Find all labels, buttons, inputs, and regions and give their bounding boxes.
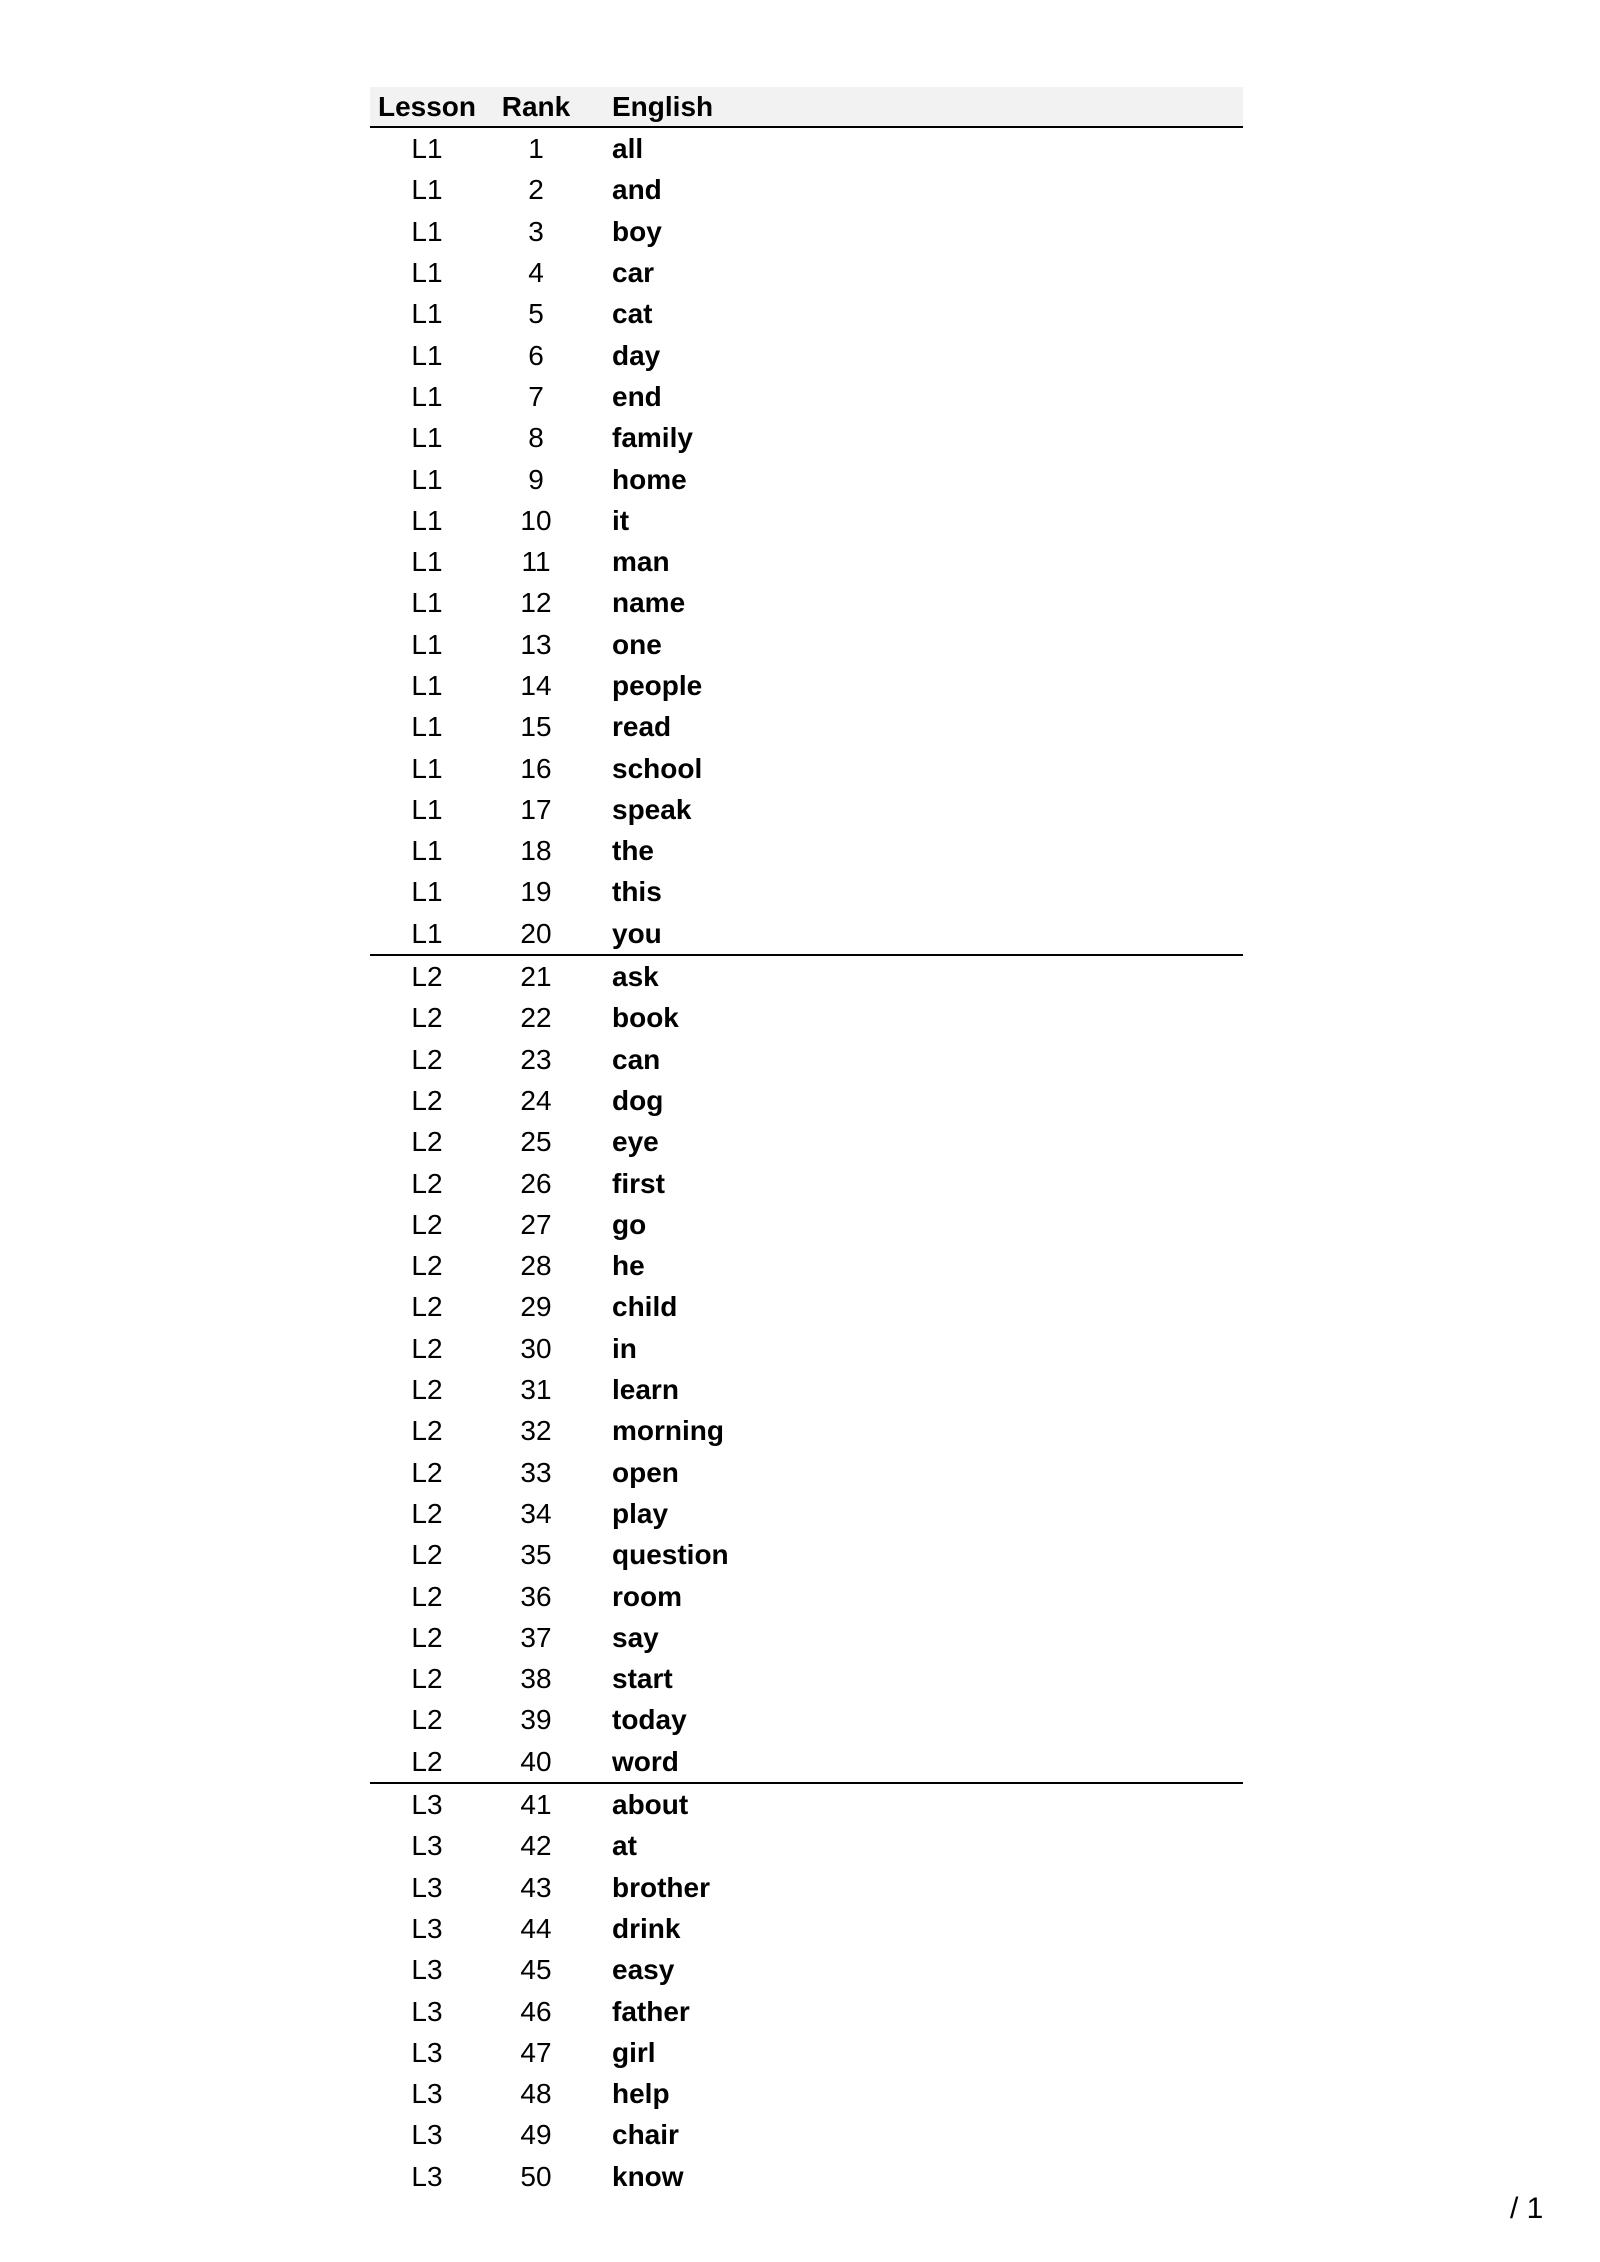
lesson-cell: L3 (411, 2078, 443, 2110)
rank-cell: 21 (520, 961, 552, 993)
table-row (370, 871, 1243, 912)
rank-column-header: Rank (484, 87, 588, 127)
lesson-cell: L1 (411, 835, 443, 867)
table-row (370, 500, 1243, 541)
table-row (370, 1866, 1243, 1907)
english-cell: word (588, 1741, 1243, 1783)
lesson-cell: L1 (411, 380, 443, 412)
lesson-cell: L2 (411, 1002, 443, 1034)
lesson-cell: L1 (411, 793, 443, 825)
lesson-cell: L2 (411, 1580, 443, 1612)
table-row (370, 1286, 1243, 1327)
english-cell: at (612, 1830, 637, 1862)
english-cell: room (612, 1580, 682, 1612)
table-row (370, 913, 1243, 955)
english-cell: end (612, 380, 662, 412)
table-row (370, 458, 1243, 499)
english-cell: ask (612, 961, 659, 993)
english-cell: brother (612, 1871, 710, 1903)
table-row (370, 789, 1243, 830)
lesson-cell: L3 (411, 2160, 443, 2192)
lesson-cell: L2 (411, 1374, 443, 1406)
english-cell: question (612, 1539, 729, 1571)
english-cell: the (612, 835, 654, 867)
rank-cell: 39 (520, 1704, 552, 1736)
lesson-cell: L1 (411, 298, 443, 330)
lesson-cell: L2 (411, 1663, 443, 1695)
rank-cell: 48 (520, 2078, 552, 2110)
table-row (370, 1328, 1243, 1369)
rank-cell: 4 (528, 257, 544, 289)
table-row (370, 1825, 1243, 1866)
rank-cell: 46 (520, 1995, 552, 2027)
lesson-cell: L2 (411, 1126, 443, 1158)
rank-cell: 29 (520, 1291, 552, 1323)
rank-cell: 45 (520, 1954, 552, 1986)
lesson-cell: L1 (411, 752, 443, 784)
lesson-cell: L3 (411, 1912, 443, 1944)
rank-cell: 20 (484, 913, 588, 955)
table-row (370, 1493, 1243, 1534)
table-row (370, 1039, 1243, 1080)
english-cell: family (612, 422, 693, 454)
table-row (370, 252, 1243, 293)
lesson-cell: L1 (370, 913, 484, 955)
rank-cell: 1 (528, 133, 544, 165)
english-cell: play (612, 1497, 669, 1529)
table-row (370, 541, 1243, 582)
rank-cell: 27 (520, 1208, 552, 1240)
rank-cell: 26 (520, 1167, 552, 1199)
english-cell: say (612, 1621, 659, 1653)
english-cell: open (612, 1456, 679, 1488)
lesson-cell: L2 (411, 1456, 443, 1488)
english-cell: school (612, 752, 703, 784)
table-row (370, 1658, 1243, 1699)
english-cell: you (588, 913, 1243, 955)
english-cell: learn (612, 1374, 679, 1406)
table-row (370, 417, 1243, 458)
english-cell: easy (612, 1954, 675, 1986)
english-cell: can (612, 1043, 661, 1075)
lesson-cell: L2 (411, 1084, 443, 1116)
english-cell: girl (612, 2036, 656, 2068)
rank-cell: 5 (528, 298, 544, 330)
table-row (370, 2156, 1243, 2197)
english-cell: cat (612, 298, 653, 330)
table-row (370, 211, 1243, 252)
table-row (370, 1990, 1243, 2031)
lesson-cell: L1 (411, 174, 443, 206)
english-cell: all (612, 133, 644, 165)
english-cell: read (612, 711, 672, 743)
english-cell: about (612, 1789, 689, 1821)
lesson-cell: L2 (411, 1043, 443, 1075)
rank-cell: 18 (520, 835, 552, 867)
english-cell: drink (612, 1912, 681, 1944)
english-column-header: English (588, 87, 1243, 127)
table-row (370, 2114, 1243, 2155)
table-row (370, 1162, 1243, 1203)
english-cell: this (612, 876, 662, 908)
rank-cell: 19 (520, 876, 552, 908)
rank-cell: 49 (520, 2119, 552, 2151)
english-cell: start (612, 1663, 673, 1695)
table-row (370, 169, 1243, 210)
lesson-cell: L1 (411, 215, 443, 247)
rank-cell: 31 (520, 1374, 552, 1406)
english-cell: one (612, 628, 662, 660)
lesson-cell: L2 (370, 1741, 484, 1783)
lesson-cell: L3 (411, 1954, 443, 1986)
english-cell: know (612, 2160, 684, 2192)
table-row (370, 2073, 1243, 2114)
lesson-cell: L2 (411, 1332, 443, 1364)
rank-cell: 7 (528, 380, 544, 412)
lesson-cell: L2 (411, 1415, 443, 1447)
table-row (370, 1699, 1243, 1740)
table-row (370, 1369, 1243, 1410)
rank-cell: 44 (520, 1912, 552, 1944)
english-cell: first (612, 1167, 665, 1199)
rank-cell: 17 (520, 793, 552, 825)
rank-cell: 33 (520, 1456, 552, 1488)
table-row (370, 665, 1243, 706)
table-row (370, 830, 1243, 871)
table-header-row (370, 87, 1243, 127)
english-cell: today (612, 1704, 687, 1736)
table-row (370, 1080, 1243, 1121)
rank-cell: 15 (520, 711, 552, 743)
english-cell: boy (612, 215, 662, 247)
lesson-cell: L1 (411, 587, 443, 619)
lesson-cell: L3 (411, 1789, 443, 1821)
english-cell: help (612, 2078, 670, 2110)
rank-cell: 34 (520, 1497, 552, 1529)
rank-cell: 11 (521, 546, 551, 578)
lesson-cell: L3 (411, 2119, 443, 2151)
rank-cell: 16 (520, 752, 552, 784)
table-row (370, 1204, 1243, 1245)
table-row (370, 1121, 1243, 1162)
rank-cell: 42 (520, 1830, 552, 1862)
lesson-cell: L2 (411, 1704, 443, 1736)
table-row (370, 997, 1243, 1038)
lesson-cell: L1 (411, 546, 443, 578)
lesson-cell: L1 (411, 133, 443, 165)
rank-cell: 28 (520, 1250, 552, 1282)
table-row (370, 1949, 1243, 1990)
rank-cell: 2 (528, 174, 544, 206)
lesson-cell: L2 (411, 1621, 443, 1653)
rank-cell: 37 (520, 1621, 552, 1653)
lesson-column-header: Lesson (370, 87, 484, 127)
rank-cell: 13 (520, 628, 552, 660)
lesson-cell: L1 (411, 257, 443, 289)
lesson-cell: L1 (411, 504, 443, 536)
rank-cell: 8 (528, 422, 544, 454)
english-cell: it (612, 504, 630, 536)
rank-cell: 40 (484, 1741, 588, 1783)
rank-cell: 43 (520, 1871, 552, 1903)
rank-cell: 30 (520, 1332, 552, 1364)
english-cell: people (612, 670, 703, 701)
lesson-cell: L3 (411, 1871, 443, 1903)
lesson-cell: L2 (411, 1167, 443, 1199)
table-row (370, 334, 1243, 375)
rank-cell: 10 (520, 504, 552, 536)
english-cell: in (612, 1332, 637, 1364)
english-cell: day (612, 339, 661, 371)
table-row (370, 955, 1243, 997)
table-row (370, 1575, 1243, 1616)
rank-cell: 14 (520, 670, 552, 701)
lesson-cell: L1 (411, 422, 443, 454)
rank-cell: 41 (520, 1789, 552, 1821)
english-cell: name (612, 587, 686, 619)
table-row (370, 1410, 1243, 1451)
lesson-cell: L2 (411, 1291, 443, 1323)
lesson-cell: L2 (411, 961, 443, 993)
english-cell: home (612, 463, 687, 495)
table-row (370, 1452, 1243, 1493)
table-row (370, 2032, 1243, 2073)
lesson-cell: L3 (411, 2036, 443, 2068)
english-cell: go (612, 1208, 647, 1240)
page-number: / 1 (1510, 2192, 1544, 2225)
lesson-cell: L1 (411, 711, 443, 743)
rank-cell: 6 (528, 339, 544, 371)
rank-cell: 22 (520, 1002, 552, 1034)
table-row (370, 624, 1243, 665)
lesson-cell: L1 (411, 339, 443, 371)
english-cell: morning (612, 1415, 724, 1447)
lesson-cell: L1 (411, 628, 443, 660)
rank-cell: 32 (520, 1415, 552, 1447)
rank-cell: 3 (528, 215, 544, 247)
english-cell: he (612, 1250, 645, 1282)
lesson-cell: L2 (411, 1539, 443, 1571)
rank-cell: 36 (520, 1580, 552, 1612)
english-cell: car (612, 257, 655, 289)
rank-cell: 9 (528, 463, 544, 495)
rank-cell: 25 (520, 1126, 552, 1158)
english-cell: eye (612, 1126, 659, 1158)
table-row (370, 1617, 1243, 1658)
table-row (370, 1783, 1243, 1825)
table-row (370, 706, 1243, 747)
english-cell: book (612, 1002, 679, 1034)
english-cell: speak (612, 793, 692, 825)
table-row (370, 1908, 1243, 1949)
english-cell: child (612, 1291, 678, 1323)
table-row (370, 747, 1243, 788)
rank-cell: 50 (520, 2160, 552, 2192)
lesson-cell: L1 (411, 670, 443, 701)
table-row (370, 1245, 1243, 1286)
rank-cell: 24 (520, 1084, 552, 1116)
lesson-cell: L2 (411, 1208, 443, 1240)
table-body (370, 127, 1243, 2197)
rank-cell: 47 (520, 2036, 552, 2068)
english-cell: and (612, 174, 662, 206)
rank-cell: 38 (520, 1663, 552, 1695)
lesson-cell: L2 (411, 1250, 443, 1282)
lesson-cell: L3 (411, 1995, 443, 2027)
lesson-cell: L1 (411, 463, 443, 495)
rank-cell: 12 (520, 587, 552, 619)
table-row (370, 1741, 1243, 1783)
lesson-cell: L2 (411, 1497, 443, 1529)
english-cell: man (612, 546, 670, 578)
english-cell: father (612, 1995, 690, 2027)
table-row (370, 1534, 1243, 1575)
table-row (370, 127, 1243, 169)
english-cell: chair (612, 2119, 679, 2151)
lesson-cell: L3 (411, 1830, 443, 1862)
table-row (370, 293, 1243, 334)
rank-cell: 23 (520, 1043, 552, 1075)
table-row (370, 376, 1243, 417)
table-row (370, 582, 1243, 623)
rank-cell: 35 (520, 1539, 552, 1571)
lesson-cell: L1 (411, 876, 443, 908)
english-cell: dog (612, 1084, 664, 1116)
vocabulary-table (370, 87, 1243, 2197)
